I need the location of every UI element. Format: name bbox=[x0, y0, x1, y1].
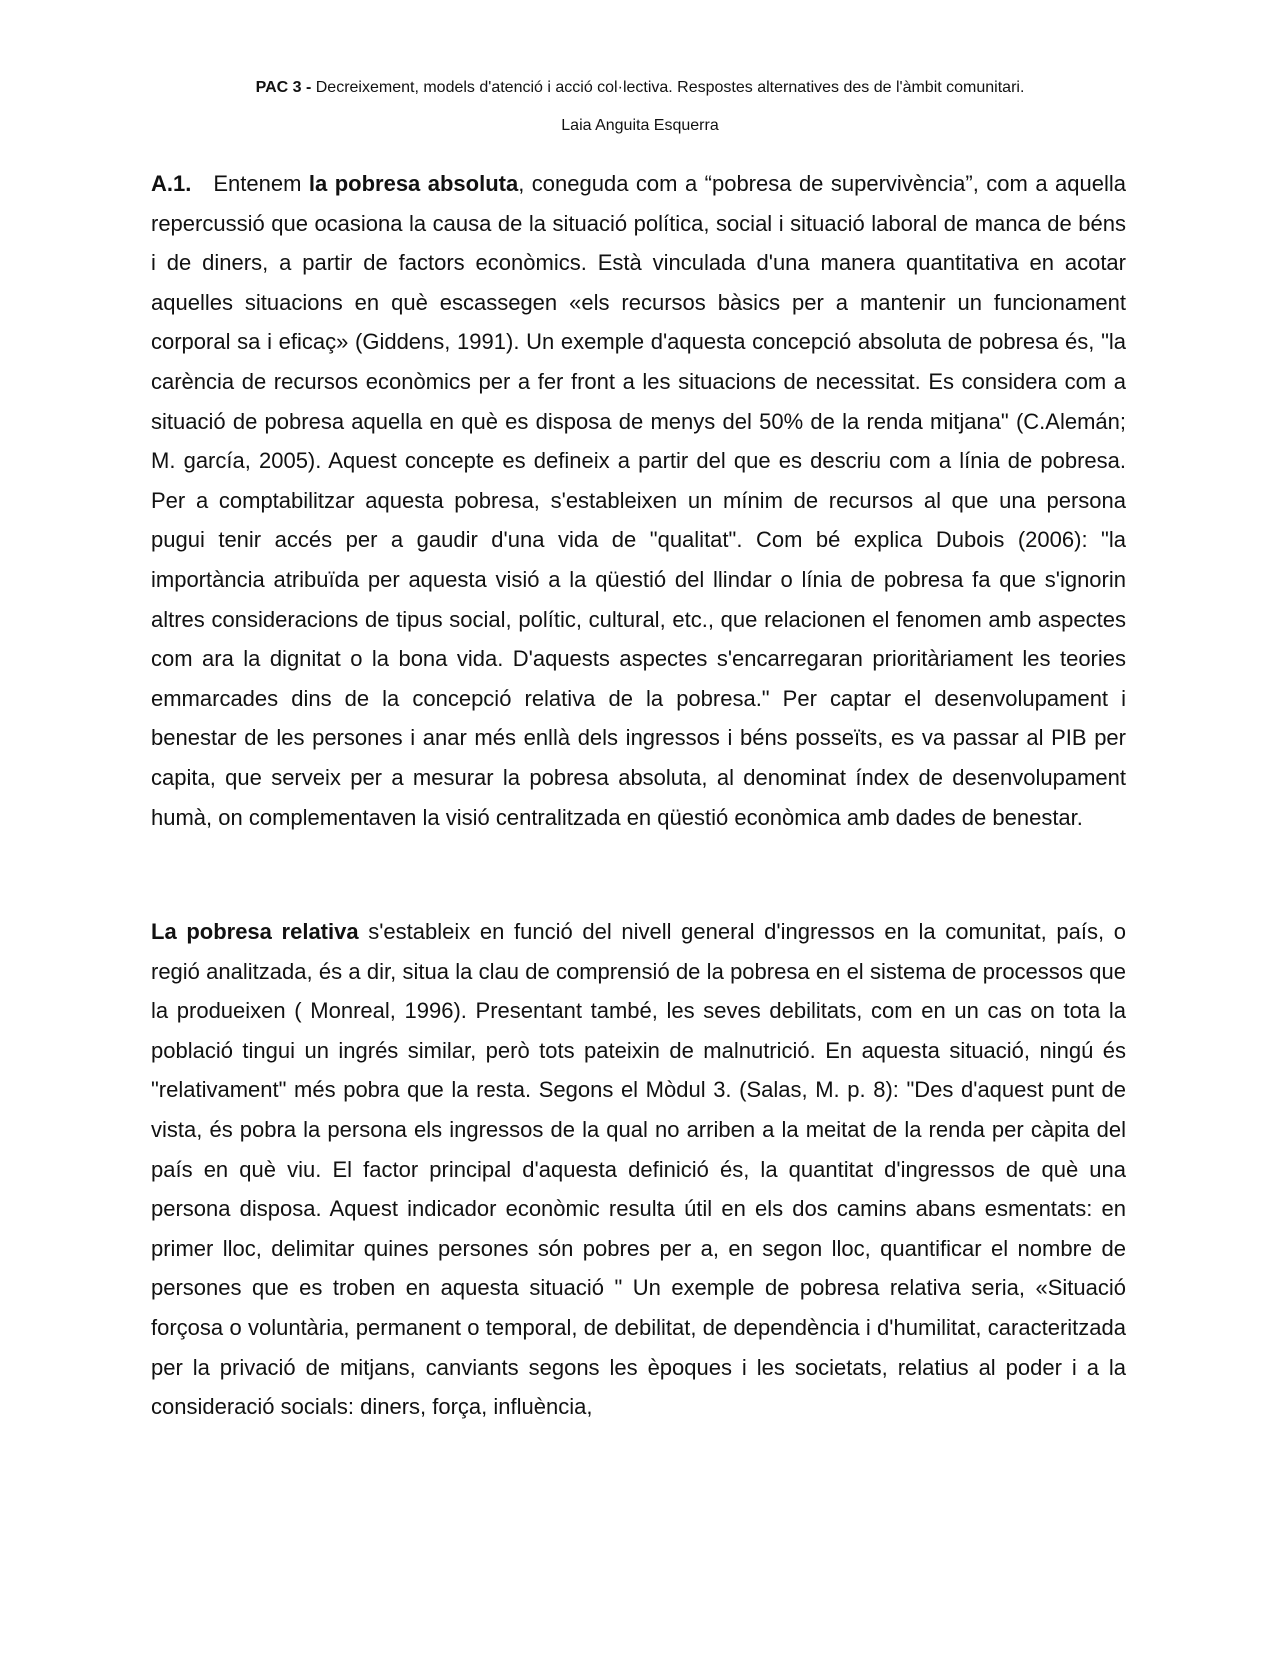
paragraph-absolute-poverty bbox=[151, 164, 1126, 837]
paragraph-intro: Entenem bbox=[213, 171, 309, 196]
paragraph-body: , coneguda com a “pobresa de supervivència”, com a aquella repercussió que ocasiona la causa de la situació política, social i situació laboral de manca de béns i de diners, a partir de factors econòmics. Està vinculada d'una manera quantitativa en acotar aquelles situacions en què escassegen «els recursos bàsics per a mantenir un funcionament corporal sa i eficaç» (Giddens, 1991). Un exemple d'aquesta concepció absoluta de pobresa és, "la carència de recursos econòmics per a fer front a les situacions de necessitat. Es considera com a situació de pobresa aquella en què es disposa de menys del 50% de la renda mitjana" (C.Alemán; M. garcía, 2005). Aquest concepte es defineix a partir del que es descriu com a línia de pobresa. Per a comptabilitzar aquesta pobresa, s'estableixen un mínim de recursos al que una persona pugui tenir accés per a gaudir d'una vida de "qualitat". Com bé explica Dubois (2006): "la importància atribuïda per aquesta visió a la qüestió del llindar o línia de pobresa fa que s'ignorin altres consideracions de tipus social, polític, cultural, etc., que relacionen el fenomen amb aspectes com ara la dignitat o la bona vida. D'aquests aspectes s'encarregaran prioritàriament les teories emmarcades dins de la concepció relativa de la pobresa." Per captar el desenvolupament i benestar de les persones i anar més enllà dels ingressos i béns posseïts, es va passar al PIB per capita, que serveix per a mesurar la pobresa absoluta, al denominat índex de desenvolupament humà, on complementaven la visió centralitzada en qüestió econòmica amb dades de benestar. bbox=[151, 171, 1126, 830]
section-label: A.1. bbox=[151, 171, 192, 196]
document-author: Laia Anguita Esquerra bbox=[561, 117, 719, 134]
paragraph-body: s'estableix en funció del nivell general d'ingressos en la comunitat, país, o regió analitzada, és a dir, situa la clau de comprensió de la pobresa en el sistema de processos que la produeixen ( Monreal, 1996). Presentant també, les seves debilitats, com en un cas on tota la població tingui un ingrés similar, però tots pateixin de malnutrició. En aquesta situació, ningú és "relativament" més pobra que la resta. Segons el Mòdul 3. (Salas, M. p. 8): "Des d'aquest punt de vista, és pobra la persona els ingressos de la qual no arriben a la meitat de la renda per càpita del país en què viu. El factor principal d'aquesta definició és, la quantitat d'ingressos de què una persona disposa. Aquest indicador econòmic resulta útil en els dos camins abans esmentats: en primer lloc, delimitar quines persones són pobres per a, en segon lloc, quantificar el nombre de persones que es troben en aquesta situació " Un exemple de pobresa relativa seria, «Situació forçosa o voluntària, permanent o temporal, de debilitat, de dependència i d'humilitat, caracteritzada per la privació de mitjans, canviants segons les èpoques i les societats, relatius al poder i a la consideració socials: diners, força, influència, bbox=[151, 919, 1126, 1420]
term-absolute-poverty: la pobresa absoluta bbox=[308, 171, 519, 196]
paragraph-relative-poverty bbox=[151, 912, 1126, 1427]
document-header-title bbox=[0, 78, 1280, 98]
term-relative-poverty: La pobresa relativa bbox=[151, 919, 359, 944]
header-title-prefix: PAC 3 - bbox=[255, 79, 316, 96]
header-title-text: Decreixement, models d'atenció i acció col·lectiva. Respostes alternatives des de l'àmbit comunitari. bbox=[315, 79, 1025, 96]
